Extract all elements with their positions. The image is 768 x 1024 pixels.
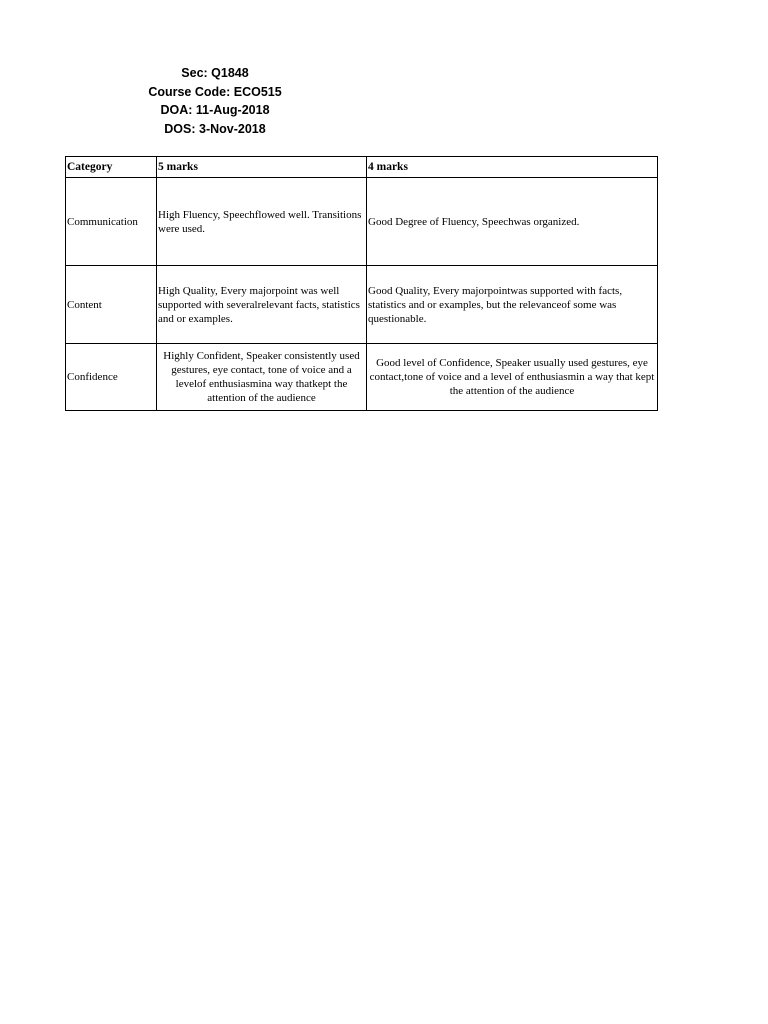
date-of-assignment: DOA: 11-Aug-2018 [160,103,270,117]
category-cell: Content [66,266,157,344]
four-marks-cell: Good Quality, Every majorpointwas supported with facts, statistics and or examples, but the relevanceof some was questionable. [367,266,658,344]
document-header [110,64,320,138]
table-row [66,266,658,344]
date-of-submission: DOS: 3-Nov-2018 [164,121,266,136]
four-marks-cell: Good Degree of Fluency, Speechwas organized. [367,178,658,266]
column-header-5-marks: 5 marks [157,157,367,178]
table-row [66,178,658,266]
category-cell: Confidence [66,344,157,411]
column-header-category: Category [66,157,157,178]
five-marks-cell: Highly Confident, Speaker consistently used gestures, eye contact, tone of voice and a levelof enthusiasmina way thatkept the attention of the audience [157,344,367,411]
rubric-table [65,156,658,411]
table-row [66,344,658,411]
table-header-row [66,157,658,178]
course-code: Course Code: ECO515 [148,84,282,99]
four-marks-cell: Good level of Confidence, Speaker usually used gestures, eye contact,tone of voice and a level of enthusiasmin a way that kept the attention of the audience [367,344,658,411]
column-header-4-marks: 4 marks [367,157,658,178]
five-marks-cell: High Fluency, Speechflowed well. Transitions were used. [157,178,367,266]
category-cell: Communication [66,178,157,266]
section-code: Sec: Q1848 [181,66,249,80]
five-marks-cell: High Quality, Every majorpoint was well supported with severalrelevant facts, statistics and or examples. [157,266,367,344]
